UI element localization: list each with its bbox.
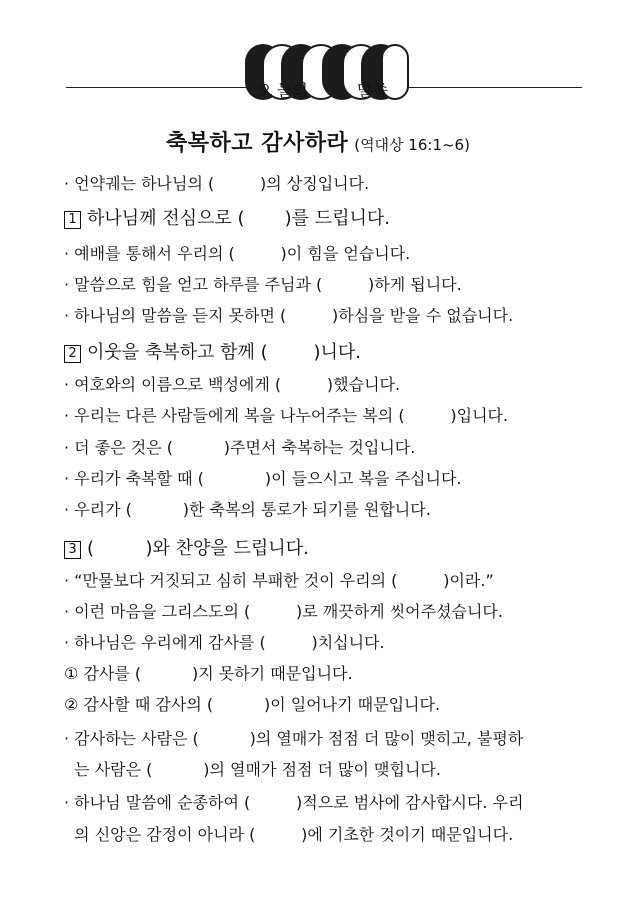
- banner-text-left: 오 늘의: [257, 83, 308, 100]
- title-main: 축복하고 감사하라: [166, 131, 349, 156]
- section-number: 2: [64, 345, 81, 363]
- body-line: 는 사람은 ( )의 열매가 점점 더 많이 맺힙니다.: [64, 760, 441, 779]
- header-banner: [0, 44, 636, 124]
- section-heading: 1 하나님께 전심으로 ( )를 드립니다.: [64, 208, 390, 230]
- body-line: · 말씀으로 힘을 얻고 하루를 주님과 ( )하게 됩니다.: [64, 275, 462, 294]
- body-line: · 예배를 통해서 우리의 ( )이 힘을 얻습니다.: [64, 244, 411, 263]
- body-line: · 우리가 ( )한 축복의 통로가 되기를 원합니다.: [64, 500, 431, 519]
- body-line: · 이런 마음을 그리스도의 ( )로 깨끗하게 씻어주셨습니다.: [64, 602, 503, 621]
- body-line: · 우리가 축복할 때 ( )이 들으시고 복을 주십니다.: [64, 469, 462, 488]
- page-title: [0, 126, 636, 157]
- section-heading: 2 이웃을 축복하고 함께 ( )니다.: [64, 342, 361, 364]
- body-line: ① 감사를 ( )지 못하기 때문입니다.: [64, 664, 353, 683]
- body-line: · 하나님의 말씀을 듣지 못하면 ( )하심을 받을 수 없습니다.: [64, 306, 514, 325]
- body-line: ② 감사할 때 감사의 ( )이 일어나기 때문입니다.: [64, 695, 441, 714]
- body-line: 의 신앙은 감정이 아니라 ( )에 기초한 것이기 때문입니다.: [64, 825, 514, 844]
- body-line: · 우리는 다른 사람들에게 복을 나누어주는 복의 ( )입니다.: [64, 406, 509, 425]
- body-line: · “만물보다 거짓되고 심히 부패한 것이 우리의 ( )이라.”: [64, 571, 494, 590]
- section-heading: 3 ( )와 찬양을 드립니다.: [64, 538, 309, 560]
- body-line: · 감사하는 사람은 ( )의 열매가 점점 더 많이 맺히고, 불평하: [64, 729, 524, 748]
- banner-text-right: 말씀: [357, 83, 388, 100]
- body-line: · 언약궤는 하나님의 ( )의 상징입니다.: [64, 174, 370, 193]
- body-line: · 하나님은 우리에게 감사를 ( )치십니다.: [64, 633, 385, 652]
- body-line: · 하나님 말씀에 순종하여 ( )적으로 범사에 감사합시다. 우리: [64, 793, 524, 812]
- scripture-reference: (역대상 16:1~6): [354, 136, 470, 154]
- body-line: · 더 좋은 것은 ( )주면서 축복하는 것입니다.: [64, 438, 416, 457]
- section-number: 3: [64, 541, 81, 559]
- section-number: 1: [64, 211, 81, 229]
- body-line: · 여호와의 이름으로 백성에게 ( )했습니다.: [64, 375, 401, 394]
